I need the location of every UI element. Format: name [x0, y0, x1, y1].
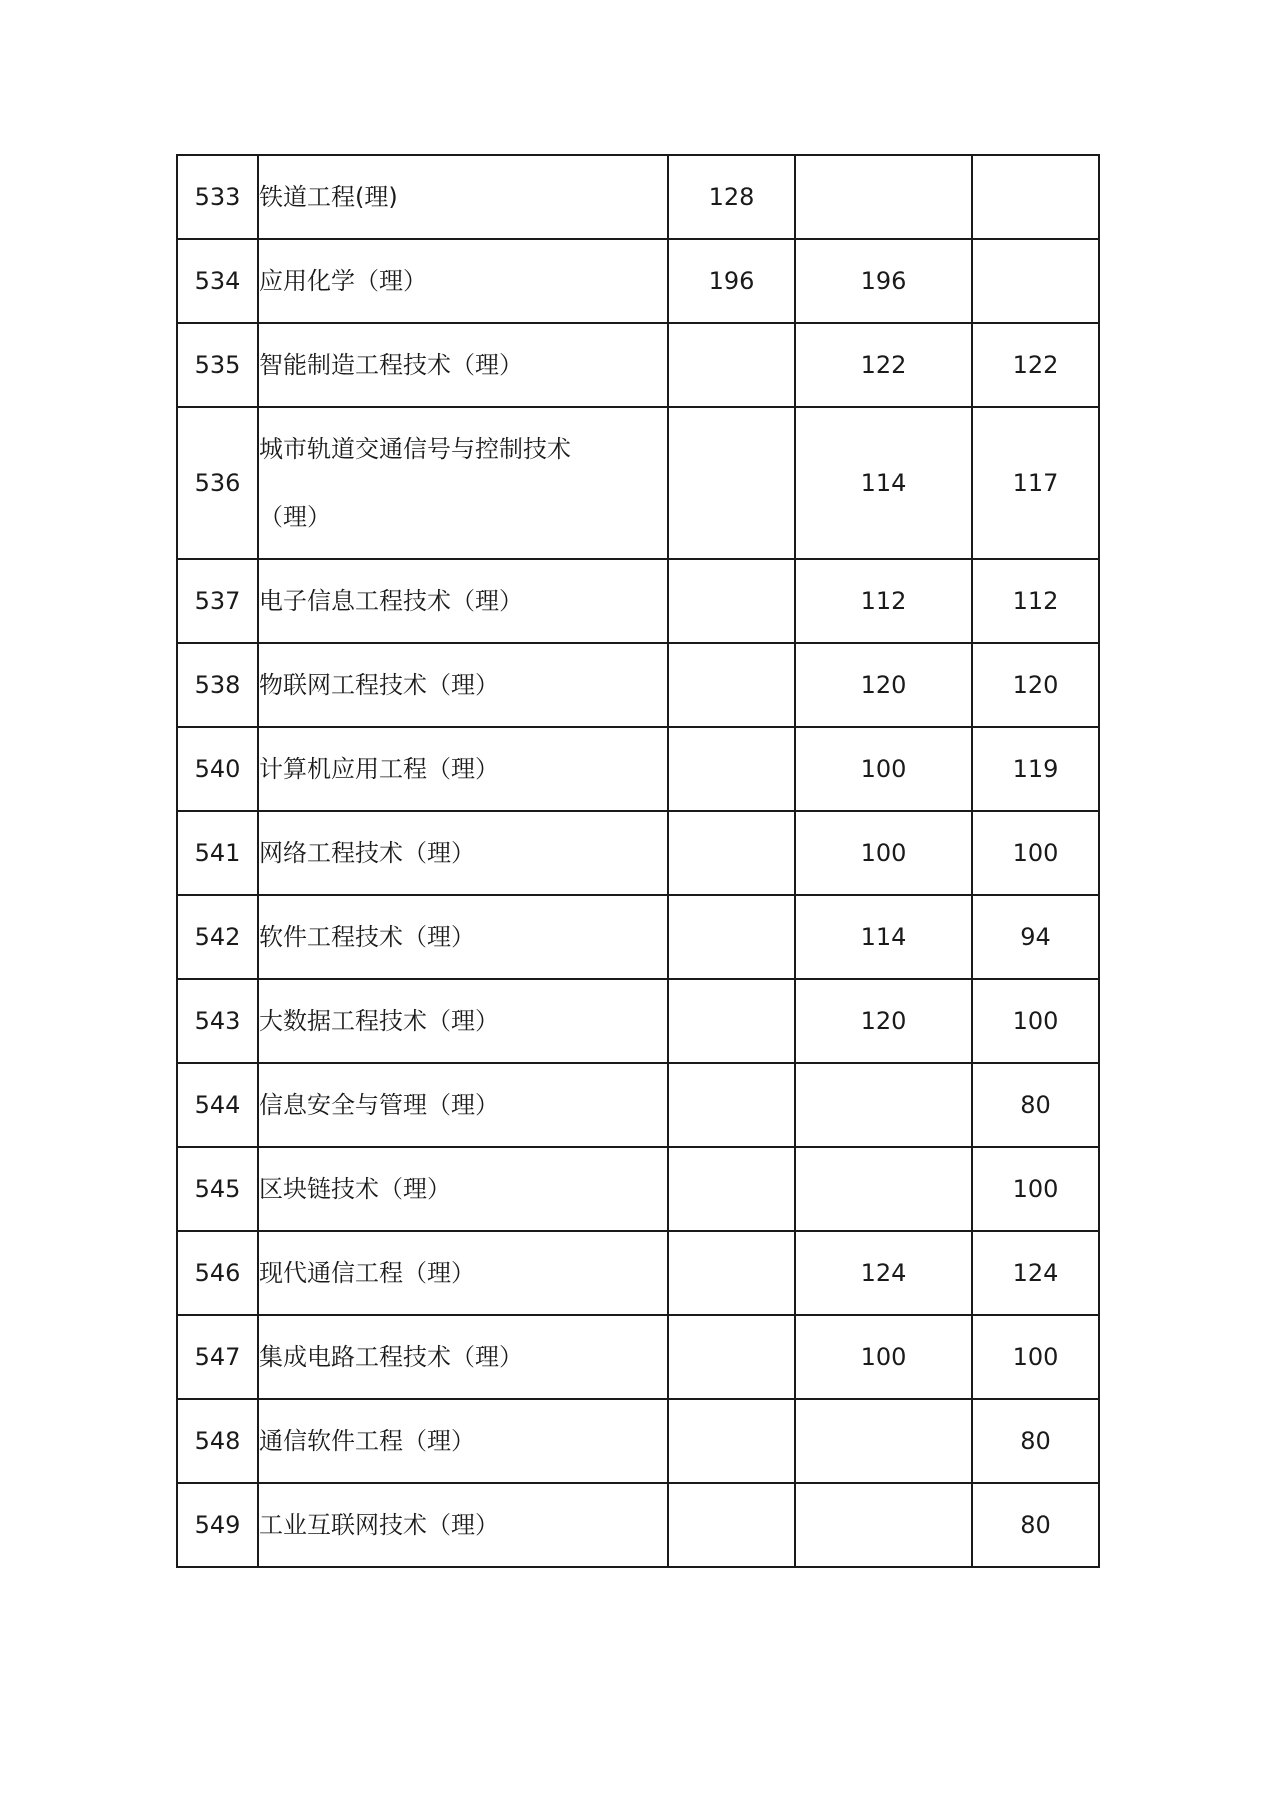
value-cell-1 — [668, 1399, 795, 1483]
major-code-cell: 538 — [177, 643, 258, 727]
major-code-cell: 543 — [177, 979, 258, 1063]
table-row — [177, 1147, 1099, 1231]
value-cell-2: 100 — [795, 727, 972, 811]
major-code-cell: 547 — [177, 1315, 258, 1399]
value-cell-1 — [668, 1483, 795, 1567]
major-name-cell: 大数据工程技术（理） — [258, 979, 668, 1063]
value-cell-1 — [668, 323, 795, 407]
value-cell-3: 112 — [972, 559, 1099, 643]
major-name-line-1: 城市轨道交通信号与控制技术 — [259, 435, 571, 463]
value-cell-3 — [972, 239, 1099, 323]
value-cell-1 — [668, 979, 795, 1063]
major-name-cell — [258, 407, 668, 559]
value-cell-3: 100 — [972, 811, 1099, 895]
value-cell-3 — [972, 155, 1099, 239]
table-row — [177, 1063, 1099, 1147]
value-cell-1 — [668, 895, 795, 979]
major-code-cell: 535 — [177, 323, 258, 407]
value-cell-3: 120 — [972, 643, 1099, 727]
value-cell-1 — [668, 811, 795, 895]
major-code-cell: 540 — [177, 727, 258, 811]
value-cell-3: 80 — [972, 1483, 1099, 1567]
major-code-cell: 546 — [177, 1231, 258, 1315]
value-cell-2: 122 — [795, 323, 972, 407]
major-name-cell: 计算机应用工程（理） — [258, 727, 668, 811]
value-cell-1 — [668, 1231, 795, 1315]
value-cell-1: 196 — [668, 239, 795, 323]
value-cell-1 — [668, 1147, 795, 1231]
value-cell-2: 120 — [795, 643, 972, 727]
value-cell-3: 100 — [972, 979, 1099, 1063]
value-cell-1: 128 — [668, 155, 795, 239]
table-row — [177, 1483, 1099, 1567]
value-cell-3: 117 — [972, 407, 1099, 559]
major-name-cell: 集成电路工程技术（理） — [258, 1315, 668, 1399]
value-cell-1 — [668, 1063, 795, 1147]
major-name-cell: 电子信息工程技术（理） — [258, 559, 668, 643]
value-cell-2: 112 — [795, 559, 972, 643]
value-cell-1 — [668, 559, 795, 643]
major-name-cell: 工业互联网技术（理） — [258, 1483, 668, 1567]
major-name-cell: 智能制造工程技术（理） — [258, 323, 668, 407]
value-cell-2 — [795, 1483, 972, 1567]
major-name-cell: 网络工程技术（理） — [258, 811, 668, 895]
value-cell-1 — [668, 643, 795, 727]
major-code-cell: 537 — [177, 559, 258, 643]
value-cell-3: 100 — [972, 1147, 1099, 1231]
value-cell-2: 124 — [795, 1231, 972, 1315]
table-row — [177, 811, 1099, 895]
table-row — [177, 1399, 1099, 1483]
value-cell-2: 114 — [795, 407, 972, 559]
table-row — [177, 559, 1099, 643]
table-row — [177, 643, 1099, 727]
major-name-cell: 软件工程技术（理） — [258, 895, 668, 979]
value-cell-3: 80 — [972, 1063, 1099, 1147]
major-code-cell: 534 — [177, 239, 258, 323]
table-row — [177, 895, 1099, 979]
table-row — [177, 979, 1099, 1063]
major-name-line-2: （理） — [259, 503, 331, 531]
value-cell-3: 124 — [972, 1231, 1099, 1315]
table-row — [177, 1231, 1099, 1315]
major-code-cell: 541 — [177, 811, 258, 895]
major-code-cell: 545 — [177, 1147, 258, 1231]
table-row — [177, 727, 1099, 811]
major-name-cell: 铁道工程(理) — [258, 155, 668, 239]
major-name-cell: 区块链技术（理） — [258, 1147, 668, 1231]
major-name-cell: 应用化学（理） — [258, 239, 668, 323]
value-cell-2: 114 — [795, 895, 972, 979]
value-cell-3: 100 — [972, 1315, 1099, 1399]
value-cell-2: 100 — [795, 811, 972, 895]
major-code-cell: 549 — [177, 1483, 258, 1567]
table-row — [177, 239, 1099, 323]
major-name-cell: 物联网工程技术（理） — [258, 643, 668, 727]
value-cell-2 — [795, 1063, 972, 1147]
value-cell-1 — [668, 727, 795, 811]
major-table — [176, 154, 1100, 1568]
value-cell-2: 120 — [795, 979, 972, 1063]
major-code-cell: 533 — [177, 155, 258, 239]
major-code-cell: 542 — [177, 895, 258, 979]
value-cell-3: 80 — [972, 1399, 1099, 1483]
value-cell-3: 94 — [972, 895, 1099, 979]
value-cell-2 — [795, 1399, 972, 1483]
major-name-cell: 现代通信工程（理） — [258, 1231, 668, 1315]
table-row — [177, 407, 1099, 559]
major-code-cell: 548 — [177, 1399, 258, 1483]
value-cell-1 — [668, 407, 795, 559]
major-name-cell: 信息安全与管理（理） — [258, 1063, 668, 1147]
major-code-cell: 536 — [177, 407, 258, 559]
value-cell-2: 100 — [795, 1315, 972, 1399]
value-cell-2: 196 — [795, 239, 972, 323]
value-cell-2 — [795, 155, 972, 239]
value-cell-1 — [668, 1315, 795, 1399]
major-code-cell: 544 — [177, 1063, 258, 1147]
major-name-cell: 通信软件工程（理） — [258, 1399, 668, 1483]
value-cell-2 — [795, 1147, 972, 1231]
table-row — [177, 323, 1099, 407]
value-cell-3: 119 — [972, 727, 1099, 811]
value-cell-3: 122 — [972, 323, 1099, 407]
table-row — [177, 155, 1099, 239]
table-row — [177, 1315, 1099, 1399]
